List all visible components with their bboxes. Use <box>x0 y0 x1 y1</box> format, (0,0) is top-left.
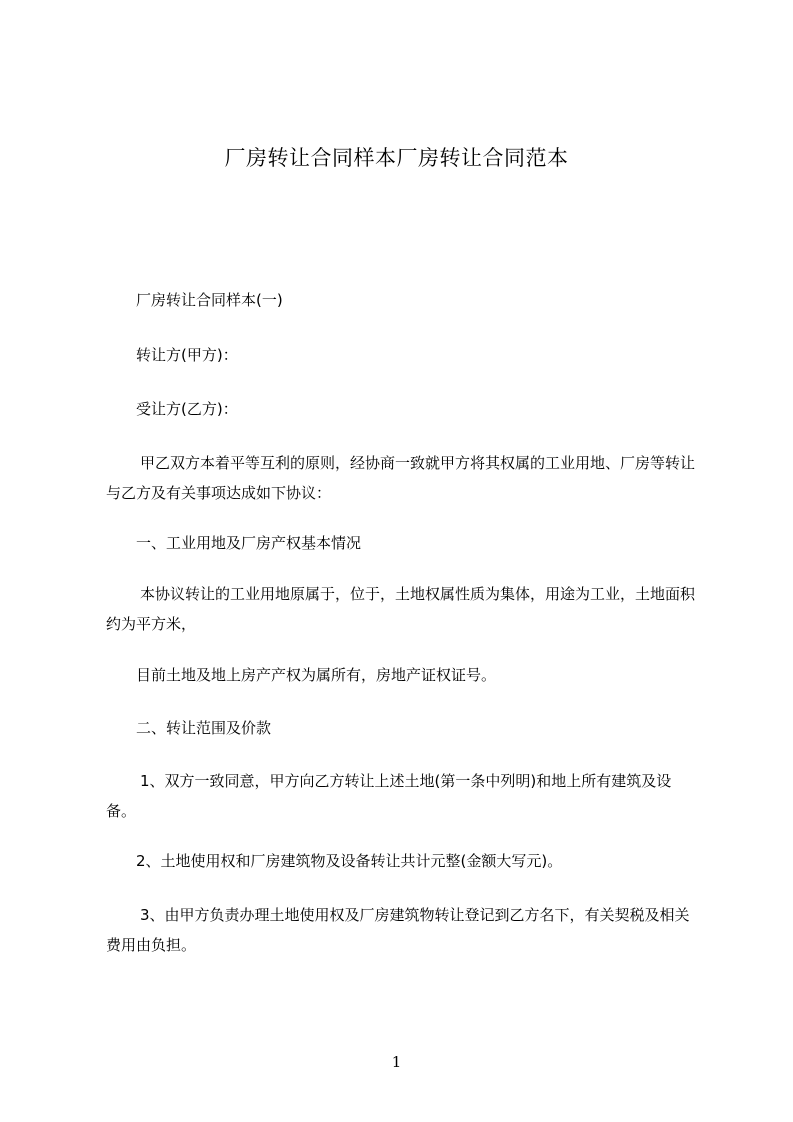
paragraph-transferee: 受让方(乙方)： <box>136 400 238 418</box>
paragraph-ownership: 目前土地及地上房产产权为属所有，房地产证权证号。 <box>136 666 497 684</box>
section-heading-1: 一、工业用地及厂房产权基本情况 <box>136 534 362 552</box>
clause-1: 1、双方一致同意，甲方向乙方转让上述土地(第一条中列明)和地上所有建筑及设备。 <box>106 772 672 820</box>
paragraph-transferor: 转让方(甲方)： <box>136 346 238 364</box>
clause-2: 2、土地使用权和厂房建筑物及设备转让共计元整(金额大写元)。 <box>136 852 563 870</box>
paragraph-sample-heading: 厂房转让合同样本(一) <box>136 291 283 309</box>
section-heading-2: 二、转让范围及价款 <box>136 719 272 737</box>
clause-3: 3、由甲方负责办理土地使用权及厂房建筑物转让登记到乙方名下，有关契税及相关费用由负担。 <box>106 906 690 954</box>
paragraph-preamble: 甲乙双方本着平等互利的原则，经协商一致就甲方将其权属的工业用地、厂房等转让与乙方及有关事项达成如下协议： <box>106 454 696 502</box>
paragraph-land-info: 本协议转让的工业用地原属于，位于，土地权属性质为集体，用途为工业，土地面积约为平方米， <box>106 585 696 633</box>
page-number: 1 <box>391 1053 402 1071</box>
document-title: 厂房转让合同样本厂房转让合同范本 <box>224 146 569 170</box>
